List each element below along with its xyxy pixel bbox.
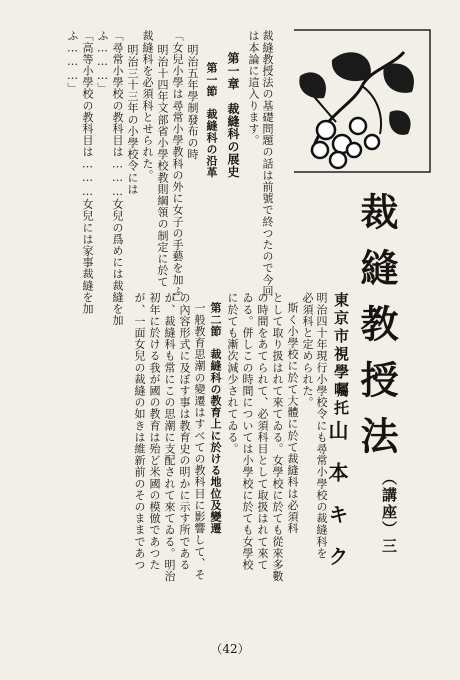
quote-column: ふ………」 [96, 30, 109, 94]
author-name: 山本キク [325, 420, 349, 588]
body-column: の內容形式に及ぼす事は教育史の明かに示す所である [178, 292, 191, 571]
page-number: （42） [210, 642, 250, 656]
body-column: 明治四十年現行小學校令にも尋常小學校の裁縫科を [315, 292, 328, 559]
body-column: 明治五年學制發布の時 [186, 44, 199, 160]
body-column: 必須科と定められた。 [301, 292, 314, 408]
body-column: 明治十四年文部省小學校教則綱領の制定に於て [156, 44, 169, 288]
body-column: 裁縫教授法の基礎問題の話は前號で終つたので今回 [261, 30, 274, 297]
article-subtitle: （講座）三 [380, 470, 398, 555]
body-column: に於ても漸次減少されてゐる。 [226, 292, 239, 455]
quote-column: 「女兒小學は尋常小學教科の外に女子の手藝を加ふ」 [171, 30, 184, 309]
body-column: ゐる。併しこの時間については小學校に於ても女學校 [241, 292, 254, 571]
body-column: が、一面女兒の裁縫の如きは維新前のそのままであつ [133, 292, 146, 571]
body-column: 裁縫科を必須科とせられた。 [141, 30, 154, 181]
body-column: として取り扱はれて來てゐる。女學校に於ても從來多數 [271, 292, 284, 582]
section-heading: 第一節 裁縫科の沿革 [205, 62, 218, 178]
quote-column: 「尋常小學校の教科目は………女兒の爲めには裁縫を加 [111, 30, 124, 326]
body-column: は本論に這入ります。 [247, 30, 260, 146]
body-column: 明治三十三年の小學校令には [126, 44, 139, 195]
author-affiliation: 東京市視學囑托 [332, 292, 350, 418]
body-column: が、裁縫科も常にこの思潮に支配されて來てゐる。明治 [163, 292, 176, 582]
chapter-heading: 第一章 裁縫科の展史 [226, 52, 240, 178]
section-heading: 第二節 裁縫科の教育上に於ける地位及變遷 [209, 302, 222, 534]
body-column: 斯く小學校に於て大體に於て裁縫科は必須科 [286, 302, 299, 534]
body-column: 一般教育思潮の變遷はすべての教科目に影響して、そ [193, 302, 206, 581]
body-column: の時間をあてられて、必須科目として取扱はれて來て [256, 292, 269, 571]
article-title: 裁縫教授法 [354, 192, 399, 472]
quote-column: ふ………」 [66, 30, 79, 94]
quote-column: 「高等小學校の教科目は………女兒には家事裁縫を加 [81, 30, 94, 315]
vine-leaves-berries-icon [292, 26, 432, 174]
body-column: 初年に於ける我が國の教育は殆ど米國の模倣であつた [148, 292, 161, 571]
